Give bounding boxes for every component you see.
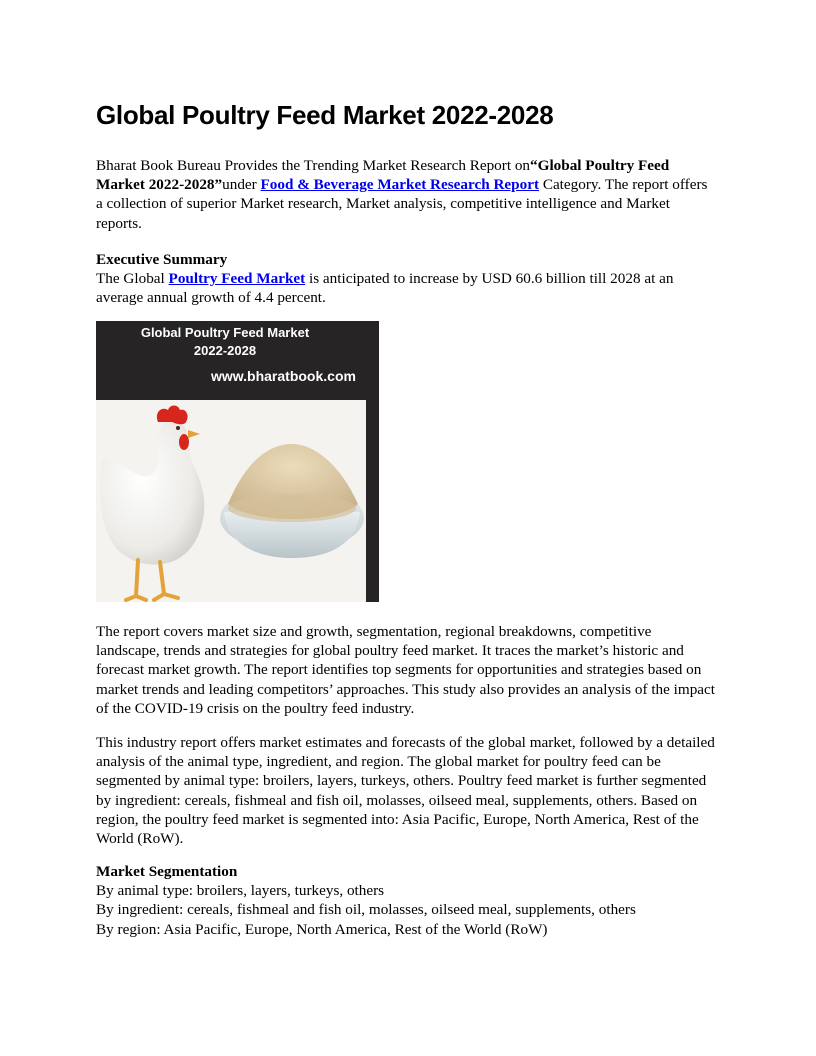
feed-bowl-icon (220, 444, 364, 558)
exec-text-2: is anticipated to increase by USD 60.6 billion till 2028 at an average annual growth of 4.4 percent. (96, 270, 674, 307)
executive-summary-text (96, 269, 716, 307)
figure-title-line-1: Global Poultry Feed Market (140, 325, 310, 340)
executive-summary (96, 250, 716, 308)
executive-summary-heading: Executive Summary (96, 251, 228, 268)
figure-photo (96, 400, 366, 602)
intro-paragraph (96, 156, 716, 233)
page-title: Global Poultry Feed Market 2022-2028 (96, 100, 554, 130)
segment-line: By ingredient: cereals, fishmeal and fish oil, molasses, oilseed meal, supplements, others (96, 901, 636, 919)
segment-line: By region: Asia Pacific, Europe, North America, Rest of the World (RoW) (96, 920, 548, 938)
intro-text-2: under (222, 176, 261, 194)
figure-title-line-2: 2022-2028 (193, 343, 257, 358)
category-link[interactable]: Food & Beverage Market Research Report (260, 176, 540, 194)
poultry-feed-market-link[interactable]: Poultry Feed Market (168, 270, 306, 288)
segment-line: By animal type: broilers, layers, turkeys, others (96, 882, 385, 900)
chicken-icon (100, 406, 204, 601)
industry-report-paragraph: This industry report offers market estimates and forecasts of the global market, followed by a detailed analysis of the animal type, ingredient, and region. The global market for poultry feed can be segmented by animal type: broilers, layers, turkeys, others. Poultry feed market is further segmented by ingredient: cereals, fishmeal and fish oil, molasses, oilseed meal, supplements, others. Based on region, the poultry feed market is segmented into: Asia Pacific, Europe, North America, Rest of the World (RoW). (96, 734, 715, 848)
intro-report-name: “Global Poultry Feed Market 2022-2028” (96, 157, 670, 194)
figure-title (96, 324, 354, 360)
market-segmentation-heading: Market Segmentation (96, 863, 238, 880)
chicken-and-feed-illustration (96, 400, 366, 602)
market-segmentation (96, 862, 716, 939)
report-cover-image (96, 321, 379, 602)
report-coverage-paragraph: The report covers market size and growth, segmentation, regional breakdowns, competitive landscape, trends and strategies for global poultry feed market. It traces the market’s historic and forecast market growth. The report identifies top segments for opportunities and strategies based on market trends and leading competitors’ approaches. This study also provides an analysis of the impact of the COVID-19 crisis on the poultry feed industry. (96, 623, 716, 717)
intro-text-3: Category. The report offers a collection of superior Market research, Market analysis, competitive intelligence and Market reports. (96, 176, 708, 232)
exec-text-1: The Global (96, 270, 169, 288)
intro-text-1: Bharat Book Bureau Provides the Trending Market Research Report on (96, 157, 531, 174)
figure-url: www.bharatbook.com (211, 368, 356, 384)
